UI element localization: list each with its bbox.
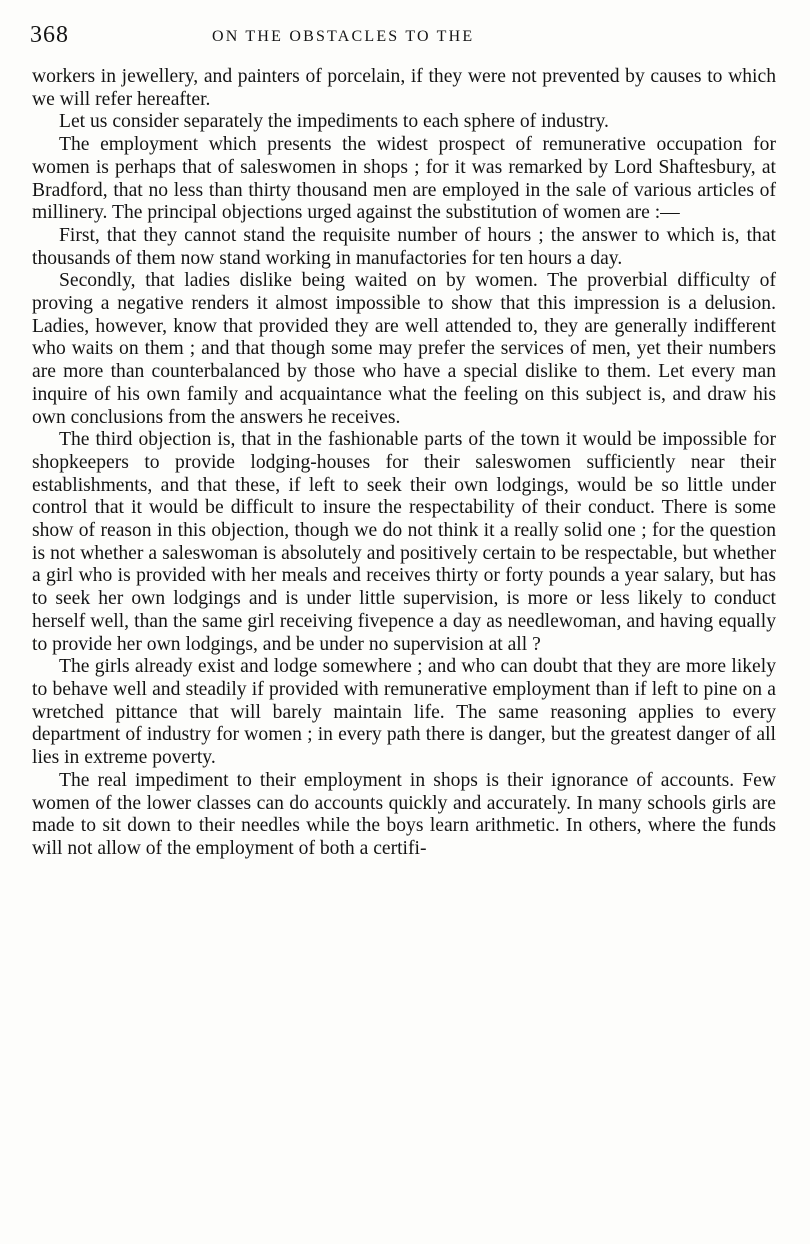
page-number: 368 xyxy=(30,22,69,48)
running-title: ON THE OBSTACLES TO THE xyxy=(212,28,475,45)
paragraph: First, that they cannot stand the requisite number of hours ; the answer to which is, that thousands of them now stand working in manufactories for ten hours a day. xyxy=(32,224,776,269)
paragraph: The third objection is, that in the fashionable parts of the town it would be impossible for shopkeepers to provide lodging-houses for their saleswomen sufficiently near their establishments, and that these, if left to seek their own lodgings, would be so little under control that it would be difficult to insure the respectability of their conduct. There is some show of reason in this objection, though we do not think it a really solid one ; for the question is not whether a saleswoman is absolutely and positively certain to be respectable, but whether a girl who is provided with her meals and receives thirty or forty pounds a year salary, but has to seek her own lodgings and is under little supervision, is more or less likely to conduct herself well, than the same girl receiving fivepence a day as needlewoman, and having equally to provide her own lodgings, and be under no supervision at all ? xyxy=(32,429,776,655)
paragraph-continued: workers in jewellery, and painters of porcelain, if they were not prevented by causes to which we will refer hereafter. xyxy=(32,66,776,110)
body-text xyxy=(32,66,776,861)
paragraph: The employment which presents the widest prospect of remunerative occupation for women is perhaps that of saleswomen in shops ; for it was remarked by Lord Shaftesbury, at Bradford, that no less than thirty thousand men are employed in the sale of various articles of millinery. The principal objections urged against the substitution of women are :— xyxy=(32,134,776,224)
paragraph: Secondly, that ladies dislike being waited on by women. The proverbial difficulty of proving a negative renders it almost impossible to show that this impression is a delusion. Ladies, however, know that provided they are well attended to, they are generally indifferent who waits on them ; and that though some may prefer the services of men, yet their numbers are more than counterbalanced by those who have a special dislike to them. Let every man inquire of his own family and acquaintance what the feeling on this subject is, and draw his own conclusions from the answers he receives. xyxy=(32,270,776,428)
paragraph: Let us consider separately the impediments to each sphere of industry. xyxy=(59,111,609,133)
paragraph: The girls already exist and lodge somewhere ; and who can doubt that they are more likely to behave well and steadily if provided with remunerative employment than if left to pine on a wretched pittance that will barely maintain life. The same reasoning applies to every department of industry for women ; in every path there is danger, but the greatest danger of all lies in extreme poverty. xyxy=(32,656,776,769)
running-head xyxy=(30,22,750,54)
paragraph: The real impediment to their employment in shops is their ignorance of accounts. Few women of the lower classes can do accounts quickly and accurately. In many schools girls are made to sit down to their needles while the boys learn arithmetic. In others, where the funds will not allow of the employment of both a certifi- xyxy=(32,769,776,859)
